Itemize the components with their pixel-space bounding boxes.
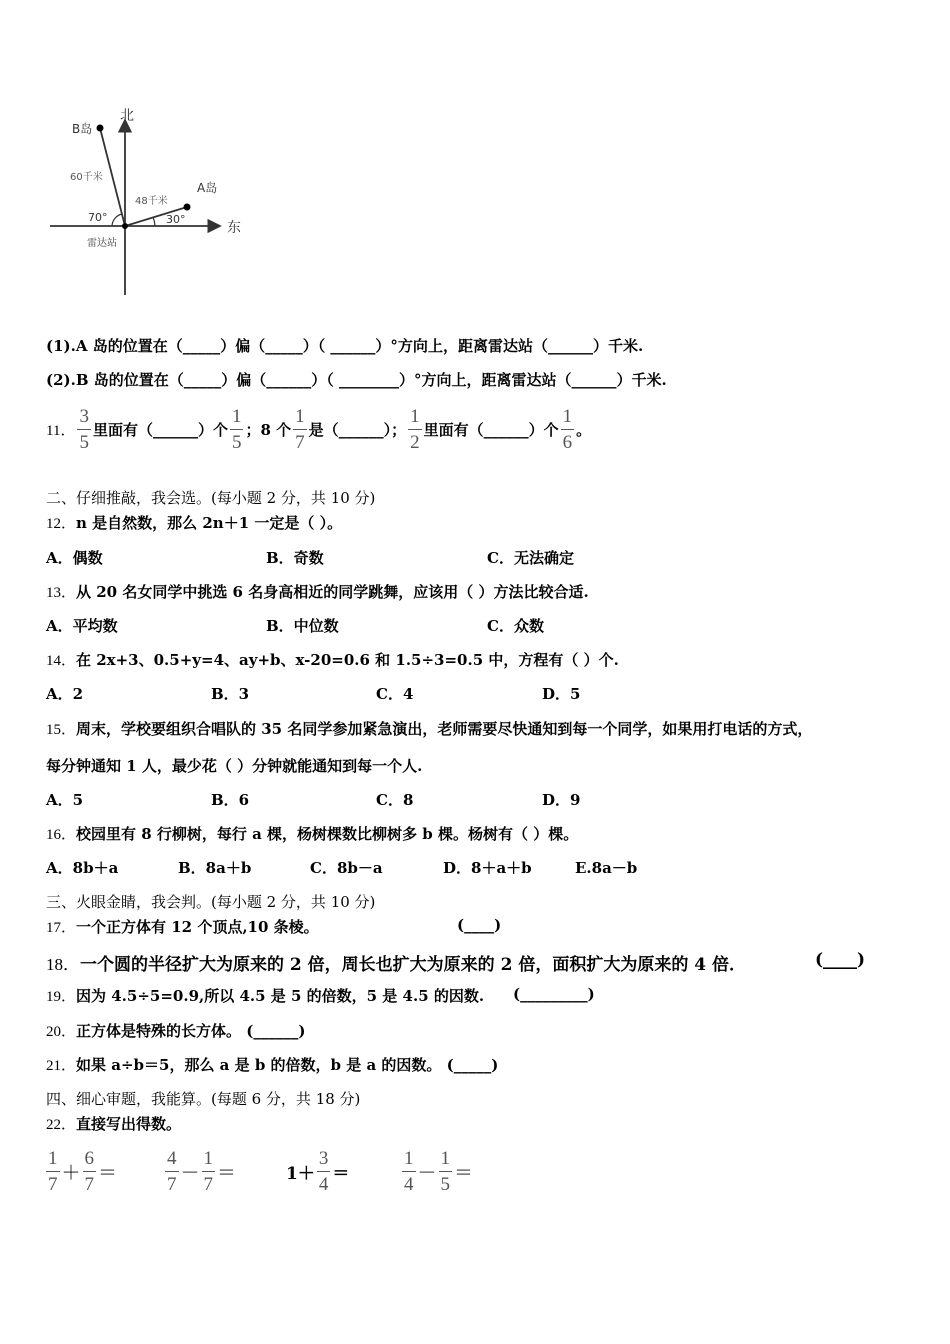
q11-text-1: 里面有（______）个 <box>92 420 228 439</box>
q10-line1: (1).A 岛的位置在（_____）偏（_____）（ ______）°方向上，距离雷达站（______）千米. <box>46 337 644 355</box>
b-island-label: B岛 <box>72 122 93 136</box>
q11-text-3: 是（______）； <box>308 420 407 439</box>
q17-answer-blank[interactable]: (____) <box>457 916 502 934</box>
q18-stem: 18．一个圆的半径扩大为原来的 2 倍，周长也扩大为原来的 2 倍，面积扩大为原来的 4 倍． <box>46 955 746 975</box>
q11-fraction-1-7: $\frac{1}{7}$ <box>295 405 305 453</box>
angle-70-arc <box>112 214 122 226</box>
angle-70-label: 70° <box>88 211 108 224</box>
q11-line <box>46 403 591 455</box>
radar-compass-diagram <box>40 100 260 305</box>
q16-stem: 16．校园里有 8 行柳树，每行 a 棵，杨树棵数比柳树多 b 棵。杨树有（ ）棵。 <box>46 825 579 843</box>
q11-text-5: 。 <box>576 420 592 439</box>
q16-option-c[interactable]: C．8b－a <box>310 859 383 877</box>
q18-answer-blank[interactable]: (____) <box>815 950 866 970</box>
q15-option-c[interactable]: C．8 <box>376 791 414 809</box>
q13-option-b[interactable]: B．中位数 <box>266 617 339 635</box>
radar-station-label: 雷达站 <box>87 238 117 249</box>
q21-stem: 21．如果 a÷b＝5，那么 a 是 b 的倍数，b 是 a 的因数。 (_____) <box>46 1056 499 1074</box>
q11-text-4: 里面有（______）个 <box>423 420 559 439</box>
q20-stem: 20．正方体是特殊的长方体。 (______) <box>46 1022 306 1040</box>
q19-stem: 19．因为 4.5÷5=0.9,所以 4.5 是 5 的倍数，5 是 4.5 的因数. <box>46 987 485 1005</box>
radar-station-point <box>122 223 128 229</box>
q13-option-a[interactable]: A．平均数 <box>46 617 118 635</box>
q15-stem-line2: 每分钟通知 1 人，最少花（ ）分钟就能通知到每一个人. <box>46 757 423 775</box>
q14-option-c[interactable]: C．4 <box>376 685 414 703</box>
q11-fraction-1-2: $\frac{1}{2}$ <box>410 405 420 453</box>
east-label: 东 <box>227 220 241 236</box>
q14-stem: 14．在 2x+3、0.5+y=4、ay+b、x-20=0.6 和 1.5÷3=0.5 中，方程有（ ）个. <box>46 651 619 669</box>
q12-stem: 12．n 是自然数，那么 2n＋1 一定是（ ）。 <box>46 514 343 532</box>
q11-fraction-3-5: $\frac{3}{5}$ <box>79 405 89 453</box>
b-island-point <box>97 125 104 132</box>
q22-stem: 22．直接写出得数。 <box>46 1115 182 1133</box>
q13-option-c[interactable]: C．众数 <box>487 617 544 635</box>
a-island-label: A岛 <box>197 181 218 195</box>
q11-fraction-1-5: $\frac{1}{5}$ <box>231 405 242 453</box>
section-4-title: 四、细心审题，我能算。(每题 6 分，共 18 分) <box>46 1090 361 1108</box>
q14-option-a[interactable]: A．2 <box>46 685 84 703</box>
q22-expression-3: 1＋ $\frac{3}{4}$ ＝ <box>286 1147 350 1195</box>
q15-option-d[interactable]: D．9 <box>542 791 581 809</box>
q15-stem-line1: 15．周末，学校要组织合唱队的 35 名同学参加紧急演出，老师需要尽快通知到每一个同学，如果用打电话的方式， <box>46 720 813 738</box>
north-label: 北 <box>120 108 134 124</box>
section-2-title: 二、仔细推敲，我会选。(每小题 2 分，共 10 分) <box>46 489 376 507</box>
q22-expression-2: $\frac{4}{7}$ － $\frac{1}{7}$ ＝ <box>167 1147 237 1195</box>
q14-option-b[interactable]: B．3 <box>211 685 250 703</box>
q12-option-c[interactable]: C．无法确定 <box>487 549 574 567</box>
q12-option-a[interactable]: A．偶数 <box>46 549 103 567</box>
q14-option-d[interactable]: D．5 <box>542 685 581 703</box>
q16-option-e[interactable]: E.8a－b <box>575 859 638 877</box>
q12-option-b[interactable]: B．奇数 <box>266 549 324 567</box>
q13-stem: 13．从 20 名女同学中挑选 6 名身高相近的同学跳舞，应该用（ ）方法比较合适. <box>46 583 589 601</box>
a-island-point <box>184 204 191 211</box>
distance-b-label: 60千米 <box>70 172 103 183</box>
q15-option-b[interactable]: B．6 <box>211 791 250 809</box>
q11-number: 11． <box>46 422 76 439</box>
q16-option-d[interactable]: D．8＋a＋b <box>443 859 532 877</box>
q22-expression-1: $\frac{1}{7}$ ＋ $\frac{6}{7}$ ＝ <box>48 1147 118 1195</box>
q16-option-a[interactable]: A．8b＋a <box>46 859 119 877</box>
q16-option-b[interactable]: B．8a＋b <box>178 859 252 877</box>
q19-answer-blank[interactable]: (_________) <box>513 985 595 1003</box>
q10-line2: (2).B 岛的位置在（_____）偏（______）（ ________）°方向上，距离雷达站（______）千米. <box>46 371 667 389</box>
q22-expression-4: $\frac{1}{4}$ － $\frac{1}{5}$ ＝ <box>404 1147 474 1195</box>
angle-30-arc <box>153 217 155 226</box>
q15-option-a[interactable]: A．5 <box>46 791 84 809</box>
section-3-title: 三、火眼金睛，我会判。(每小题 2 分，共 10 分) <box>46 893 376 911</box>
q11-text-2: ；8 个 <box>245 420 292 439</box>
distance-a-label: 48千米 <box>135 196 168 207</box>
q17-stem: 17．一个正方体有 12 个顶点,10 条棱。 <box>46 918 319 936</box>
q11-fraction-1-6: $\frac{1}{6}$ <box>562 405 573 453</box>
angle-30-label: 30° <box>166 213 186 226</box>
